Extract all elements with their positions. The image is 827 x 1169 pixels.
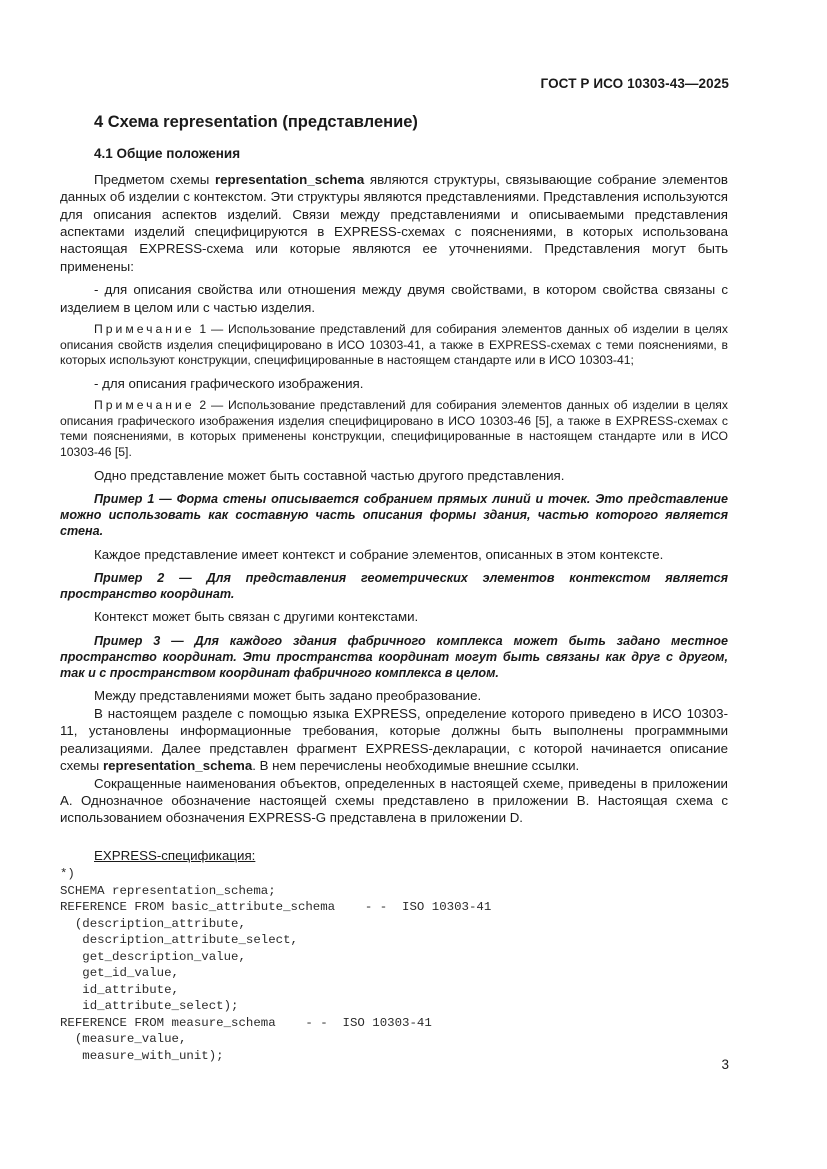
list-item: - для описания графического изображения. [94,375,364,391]
paragraph: Между представлениями может быть задано преобразование. [94,688,482,704]
section-title: 4 Схема representation (представление) [94,113,418,131]
note-label: Примечание [94,398,195,413]
code-line: get_id_value, [60,966,179,981]
code-line: SCHEMA representation_schema; [60,883,276,898]
text-run: . В нем перечислены необходимые внешние ссылки. [252,758,580,774]
subsection-title: 4.1 Общие положения [94,146,241,162]
paragraph: Каждое представление имеет контекст и собрание элементов, описанных в этом контексте. [94,546,664,562]
paragraph-express [60,705,728,775]
code-line: REFERENCE FROM measure_schema - - ISO 10303-41 [60,1015,432,1030]
page-content [60,114,728,1064]
example-1: Пример 1 — Форма стены описывается собранием прямых линий и точек. Это представление можно использовать как составную часть описания формы здания, частью которого является стена. [60,492,728,539]
schema-name-bold: representation_schema [214,171,365,187]
list-item: - для описания свойства или отношения между двумя свойствами, в котором свойства связаны с изделием в целом или с частью изделия. [60,282,728,315]
paragraph: Сокращенные наименования объектов, определенных в настоящей схеме, приведены в приложении А. Однозначное обозначение настоящей схемы представлено в приложении В. Настоящая схема с использованием обозначения EXPRESS-G представлена в приложении D. [60,775,728,826]
code-line: id_attribute_select); [60,999,239,1014]
page-number: 3 [721,1057,729,1072]
example-3: Пример 3 — Для каждого здания фабричного комплекса может быть задано местное пространство координат. Эти пространства координат могут быть связаны как друг с другом, так и с пространством координат фабричного комплекса в целом. [60,633,728,681]
code-line: REFERENCE FROM basic_attribute_schema - - ISO 10303-41 [60,900,492,915]
code-line: (measure_value, [60,1032,187,1047]
code-line: (description_attribute, [60,916,246,931]
note-2 [60,398,728,460]
note-1 [60,322,728,369]
example-2: Пример 2 — Для представления геометрических элементов контекстом является пространство координат. [60,571,728,602]
note-text: 2 — Использование представлений для собирания элементов данных об изделии в целях описания графического изображения изделия специфицировано в ИСО 10303-46 [5], а также в EXPRESS-схемах с теми пояснениями, в которых применены конструкции, специфицированные в настоящем стандарте или в ИСО 10303-46 [5]. [60,398,728,460]
text-run: В настоящем разделе с помощью языка EXPRESS, определение которого приведено в ИСО 10303-11, установлены информационные требования, которые должны быть выполнены программными реализациями. Далее представлен фрагмент EXPRESS-декларации, с которой начинается описание схемы [60,705,728,774]
express-code-block [60,866,728,1064]
code-line: description_attribute_select, [60,933,298,948]
schema-name-bold: representation_schema [102,758,253,774]
paragraph: Одно представление может быть составной частью другого представления. [94,467,565,483]
code-line: get_description_value, [60,949,246,964]
document-code-header: ГОСТ Р ИСО 10303-43—2025 [540,76,729,91]
express-spec-label: EXPRESS-спецификация: [94,847,256,863]
code-line: id_attribute, [60,982,179,997]
note-label: Примечание [94,322,195,337]
paragraph: Контекст может быть связан с другими контекстами. [94,609,419,625]
text-run: Предметом схемы [94,171,215,187]
code-line: *) [60,867,75,882]
note-text: 1 — Использование представлений для собирания элементов данных об изделии в целях описания свойств изделия специфицировано в ИСО 10303-41, а также в EXPRESS-схемах с теми пояснениями, в которых используют конструкции, специфицированные в настоящем стандарте или в ИСО 10303-41; [60,322,728,368]
paragraph-intro [60,171,728,275]
code-line: measure_with_unit); [60,1048,224,1063]
text-run: являются структуры, связывающие собрание элементов данных об изделии с контекстом. Эти структуры являются представлениями. Представления используются для описания аспектов изделий. Связи между представлениями и описываемыми представления аспектами изделий специфицируются в EXPRESS-схемах с пояснениями, в которых использована настоящая EXPRESS-схема или которые являются ее уточнениями. Представления могут быть применены: [60,171,728,274]
